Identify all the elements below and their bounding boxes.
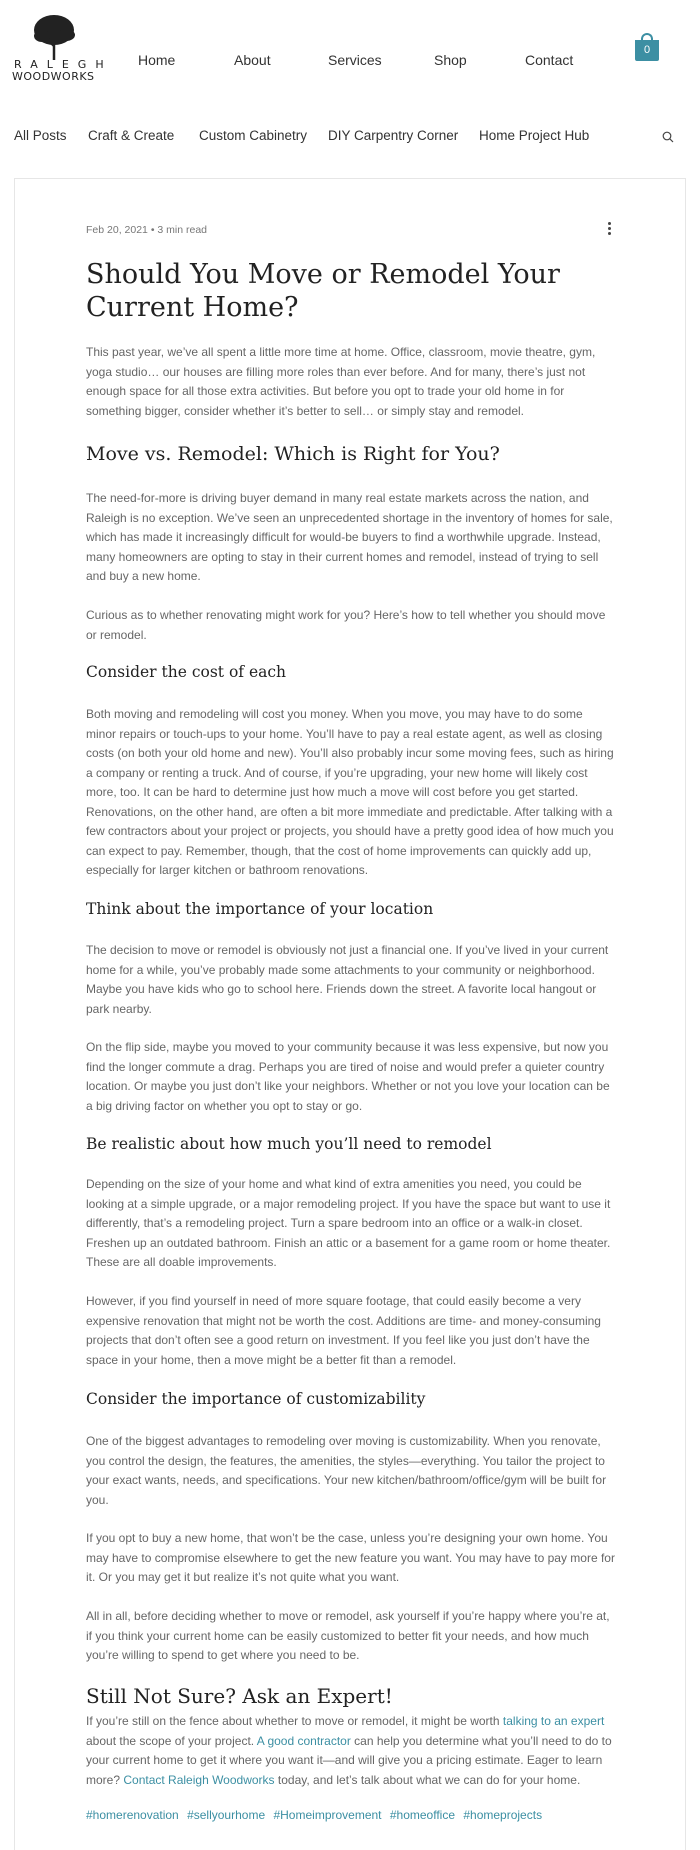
good-contractor-link[interactable]: A good contractor	[256, 1733, 351, 1748]
talk-to-expert-link[interactable]: talking to an expert	[502, 1714, 605, 1728]
post-paragraph: However, if you find yourself in need of more square footage, that could easily become a very expensive renovation that might not be worth the cost. Additions are time- and money-consuming projects that don’t often see a good return on investment. If you feel like you just don’t have the space in your home, then a move might be a better fit than a remodel.	[86, 1294, 601, 1367]
nav-about[interactable]: About	[234, 52, 271, 68]
logo-text-top: RALEGH	[14, 58, 113, 71]
hashtag-link[interactable]: #homerenovation	[86, 1808, 179, 1822]
post-paragraph: If you opt to buy a new home, that won’t be the case, unless you’re designing your own home. You may have to compromise elsewhere to get the new feature you want. You may have to pay more for it. Or you may get it but realize it’s not quite what you want.	[86, 1531, 615, 1584]
category-craft-create[interactable]: Craft & Create	[88, 128, 175, 143]
tree-icon	[32, 14, 76, 60]
more-options-icon[interactable]	[606, 222, 612, 238]
post-paragraph: On the flip side, maybe you moved to your community because it was less expensive, but now you find the longer commute a drag. Perhaps you are tired of noise and would prefer a quieter country location. Or maybe you just don’t like your neighbors. Whether or not you love your location can be a big driving factor on whether you opt to stay or go.	[86, 1040, 610, 1113]
cart-button[interactable]	[635, 33, 659, 61]
category-custom-cabinetry[interactable]: Custom Cabinetry	[199, 128, 308, 143]
post-paragraph-final: If you’re still on the fence about whether to move or remodel, it might be worth talking to an expert about the scope of your project. A good contractor can help you determine what you’ll need to do to your current home to get it where you want it—and will give you a pricing estimate. Eager to learn more? Contact Raleigh Woodworks today, and let’s talk about what we can do for your home.	[86, 1714, 612, 1787]
post-paragraph: The need-for-more is driving buyer demand in many real estate markets across the nation, and Raleigh is no exception. We’ve seen an unprecedented shortage in the inventory of homes for sale, which has made it increasingly difficult for would-be buyers to find a worthwhile upgrade. Instead, many homeowners are opting to stay in their current homes and remodel, instead of trying to sell and buy a new home.	[86, 491, 613, 583]
post-hashtags	[86, 1808, 547, 1822]
post-intro: This past year, we’ve all spent a little more time at home. Office, classroom, movie theatre, gym, yoga studio… our houses are filling more roles than ever before. And for many, there’s just not enough space for all those extra activities. But before you opt to trade your old home in for something bigger, consider whether it’s better to sell… or simply stay and remodel.	[86, 345, 596, 418]
main-nav	[130, 52, 590, 72]
post-date: Feb 20, 2021	[86, 224, 148, 236]
post-meta: Feb 20, 2021 • 3 min read	[86, 224, 208, 236]
logo-text-bottom: WOODWORKS	[12, 70, 95, 83]
blog-category-menu	[0, 125, 700, 149]
contact-link[interactable]: Contact Raleigh Woodworks	[123, 1772, 275, 1787]
search-icon[interactable]	[662, 131, 674, 143]
nav-home[interactable]: Home	[138, 52, 176, 68]
post-title: Should You Move or Remodel Your Current Home?	[86, 259, 560, 323]
section-subheading: Be realistic about how much you’ll need to remodel	[86, 1135, 492, 1153]
section-subheading: Consider the importance of customizability	[86, 1390, 426, 1408]
post-paragraph: One of the biggest advantages to remodeling over moving is customizability. When you renovate, you control the design, the features, the amenities, the styles—everything. You tailor the project to your exact wants, needs, and specifications. Your new kitchen/bathroom/office/gym will be built for you.	[86, 1434, 607, 1507]
post-paragraph: Curious as to whether renovating might work for you? Here’s how to tell whether you should move or remodel.	[86, 608, 606, 642]
category-diy-carpentry[interactable]: DIY Carpentry Corner	[328, 128, 459, 143]
hashtag-link[interactable]: #homeoffice	[389, 1808, 456, 1822]
category-home-project-hub[interactable]: Home Project Hub	[479, 128, 590, 143]
nav-shop[interactable]: Shop	[434, 52, 467, 68]
nav-contact[interactable]: Contact	[525, 52, 574, 68]
brand-logo[interactable]	[12, 14, 113, 84]
section-subheading: Think about the importance of your location	[86, 900, 434, 918]
post-paragraph: The decision to move or remodel is obviously not just a financial one. If you’ve lived in your current home for a while, you’ve probably made some attachments to your community or neighborhood. Maybe you have kids who go to school here. Friends down the street. A favorite local hangout or park nearby.	[86, 943, 609, 1016]
nav-services[interactable]: Services	[328, 52, 382, 68]
section-heading-expert: Still Not Sure? Ask an Expert!	[86, 1684, 393, 1708]
post-paragraph: All in all, before deciding whether to move or remodel, ask yourself if you’re happy where you’re at, if you think your current home can be easily customized to better fit your needs, and how much you’re willing to spend to get where you need to be.	[86, 1609, 610, 1662]
cart-count: 0	[643, 44, 651, 56]
category-all-posts[interactable]: All Posts	[14, 128, 67, 143]
site-header	[0, 0, 700, 120]
section-subheading: Consider the cost of each	[86, 663, 287, 681]
hashtag-link[interactable]: #Homeimprovement	[273, 1808, 382, 1822]
post-paragraph: Depending on the size of your home and what kind of extra amenities you need, you could be looking at a simple upgrade, or a major remodeling project. If you have the space but want to use it differently, that’s a remodeling project. Turn a spare bedroom into an office or a walk-in closet. Freshen up an outdated bathroom. Finish an attic or a basement for a game room or home theater. These are all doable improvements.	[86, 1177, 611, 1269]
post-read-time: 3 min read	[157, 224, 208, 236]
hashtag-link[interactable]: #homeprojects	[463, 1808, 543, 1822]
post-paragraph: Both moving and remodeling will cost you money. When you move, you may have to do some minor repairs or touch-ups to your home. You’ll have to pay a real estate agent, as well as closing costs (on both your old home and new). You’ll also probably incur some moving fees, such as hiring a company or renting a truck. And of course, if you’re upgrading, your new home will likely cost more, too. It can be hard to determine just how much a move will cost before you get started. Renovations, on the other hand, are often a bit more immediate and predictable. After talking with a few contractors about your project or projects, you should have a pretty good idea of how much you can expect to pay. Remember, though, that the cost of home improvements can quickly add up, especially for larger kitchen or bathroom renovations.	[86, 707, 614, 877]
hashtag-link[interactable]: #sellyourhome	[187, 1808, 266, 1822]
section-heading: Move vs. Remodel: Which is Right for You?	[86, 443, 500, 465]
